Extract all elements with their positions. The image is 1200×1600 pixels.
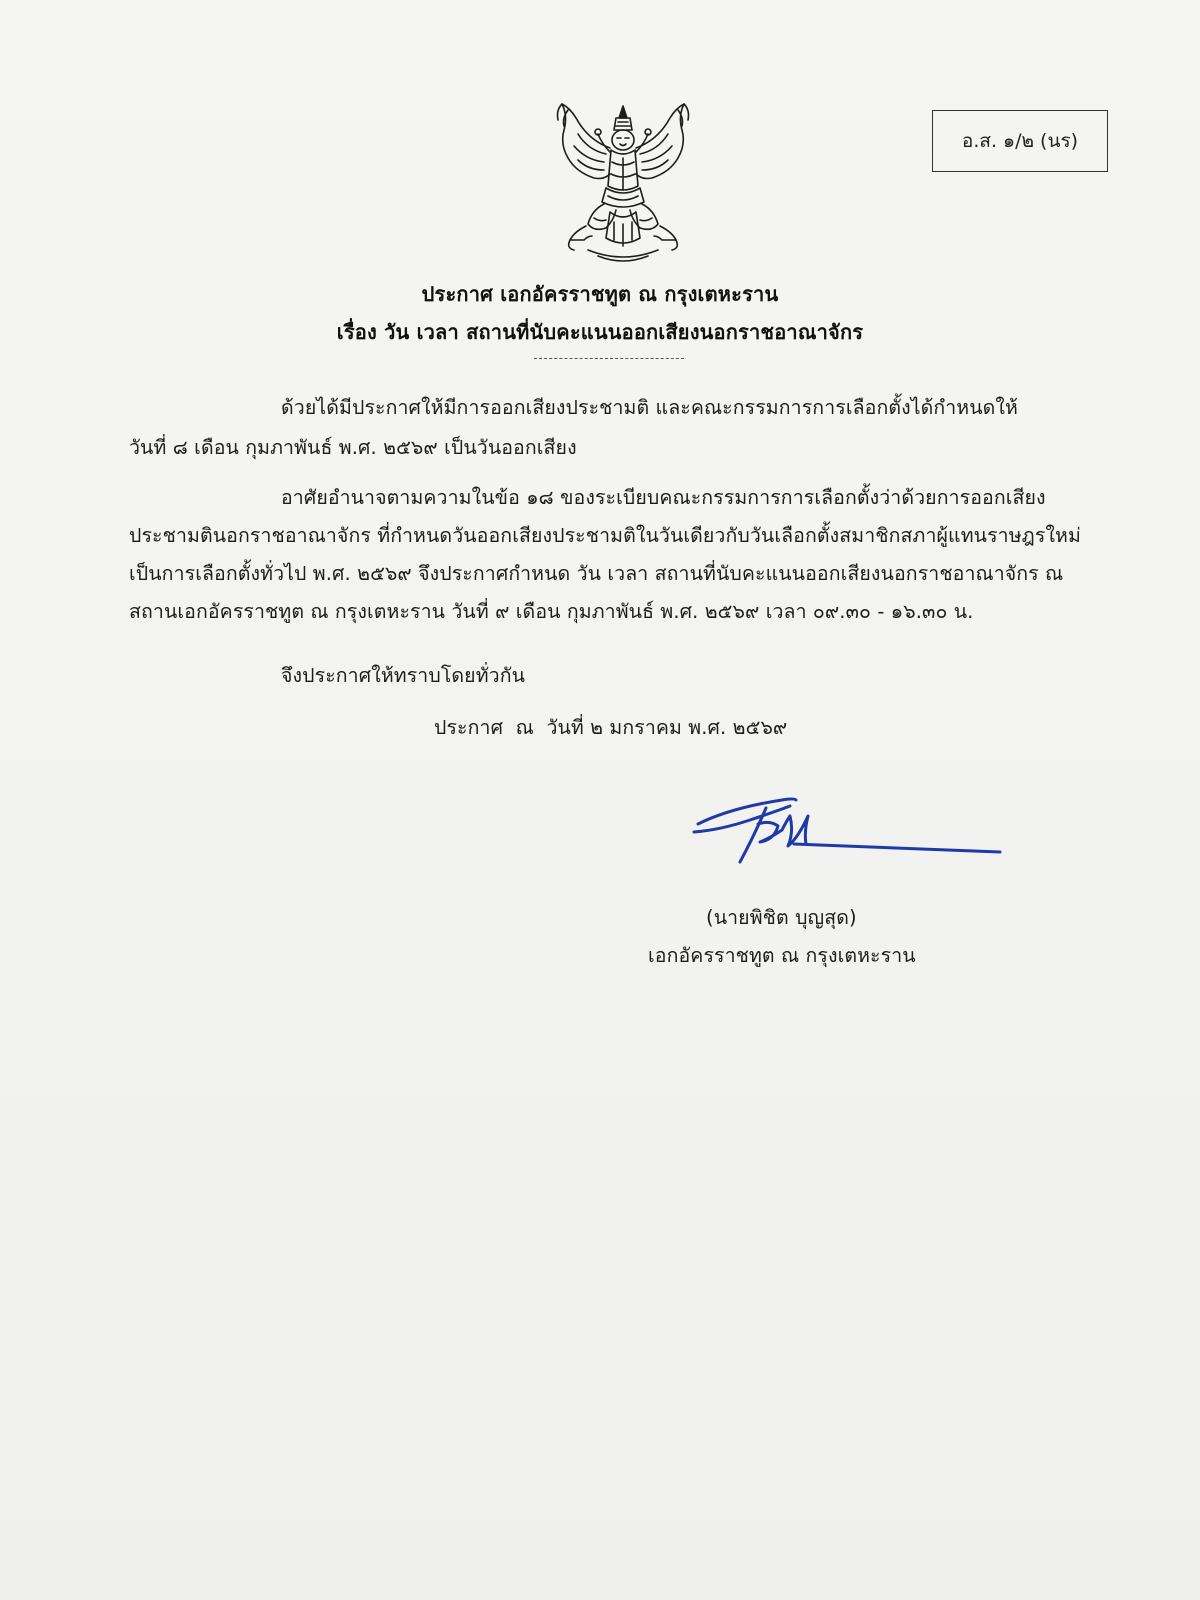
signature-icon — [690, 786, 1010, 886]
form-code-label: อ.ส. ๑/๒ (นร) — [961, 130, 1079, 152]
title-divider — [534, 358, 684, 359]
para1-line-2: วันที่ ๘ เดือน กุมภาพันธ์ พ.ศ. ๒๕๖๙ เป็นวันออกเสียง — [129, 436, 577, 459]
para2-line-1: อาศัยอำนาจตามความในข้อ ๑๘ ของระเบียบคณะกรรมการการเลือกตั้งว่าด้วยการออกเสียง — [281, 486, 1046, 509]
signatory-name: (นายพิชิต บุญสุด) — [706, 906, 857, 929]
announcement-subject: เรื่อง วัน เวลา สถานที่นับคะแนนออกเสียงนอกราชอาณาจักร — [336, 320, 864, 344]
announcement-date: ประกาศ ณ วันที่ ๒ มกราคม พ.ศ. ๒๕๖๙ — [434, 716, 788, 739]
para2-line-3: เป็นการเลือกตั้งทั่วไป พ.ศ. ๒๕๖๙ จึงประกาศกำหนด วัน เวลา สถานที่นับคะแนนออกเสียงนอกราชอาณาจักร ณ — [129, 562, 1064, 585]
para2-line-4: สถานเอกอัครราชทูต ณ กรุงเตหะราน วันที่ ๙ เดือน กุมภาพันธ์ พ.ศ. ๒๕๖๙ เวลา ๐๙.๓๐ - ๑๖.๓๐ น. — [129, 600, 974, 623]
form-code-box — [932, 110, 1108, 172]
para1-line-1: ด้วยได้มีประกาศให้มีการออกเสียงประชามติ และคณะกรรมการการเลือกตั้งได้กำหนดให้ — [281, 396, 1018, 419]
signatory-position: เอกอัครราชทูต ณ กรุงเตหะราน — [648, 944, 916, 967]
para2-line-2: ประชามตินอกราชอาณาจักร ที่กำหนดวันออกเสียงประชามติในวันเดียวกับวันเลือกตั้งสมาชิกสภาผู้แทนราษฎรใหม่ — [129, 524, 1081, 547]
announcement-title: ประกาศ เอกอัครราชทูต ณ กรุงเตหะราน — [421, 282, 779, 306]
garuda-emblem-icon — [548, 100, 698, 268]
closing-statement: จึงประกาศให้ทราบโดยทั่วกัน — [281, 664, 526, 687]
